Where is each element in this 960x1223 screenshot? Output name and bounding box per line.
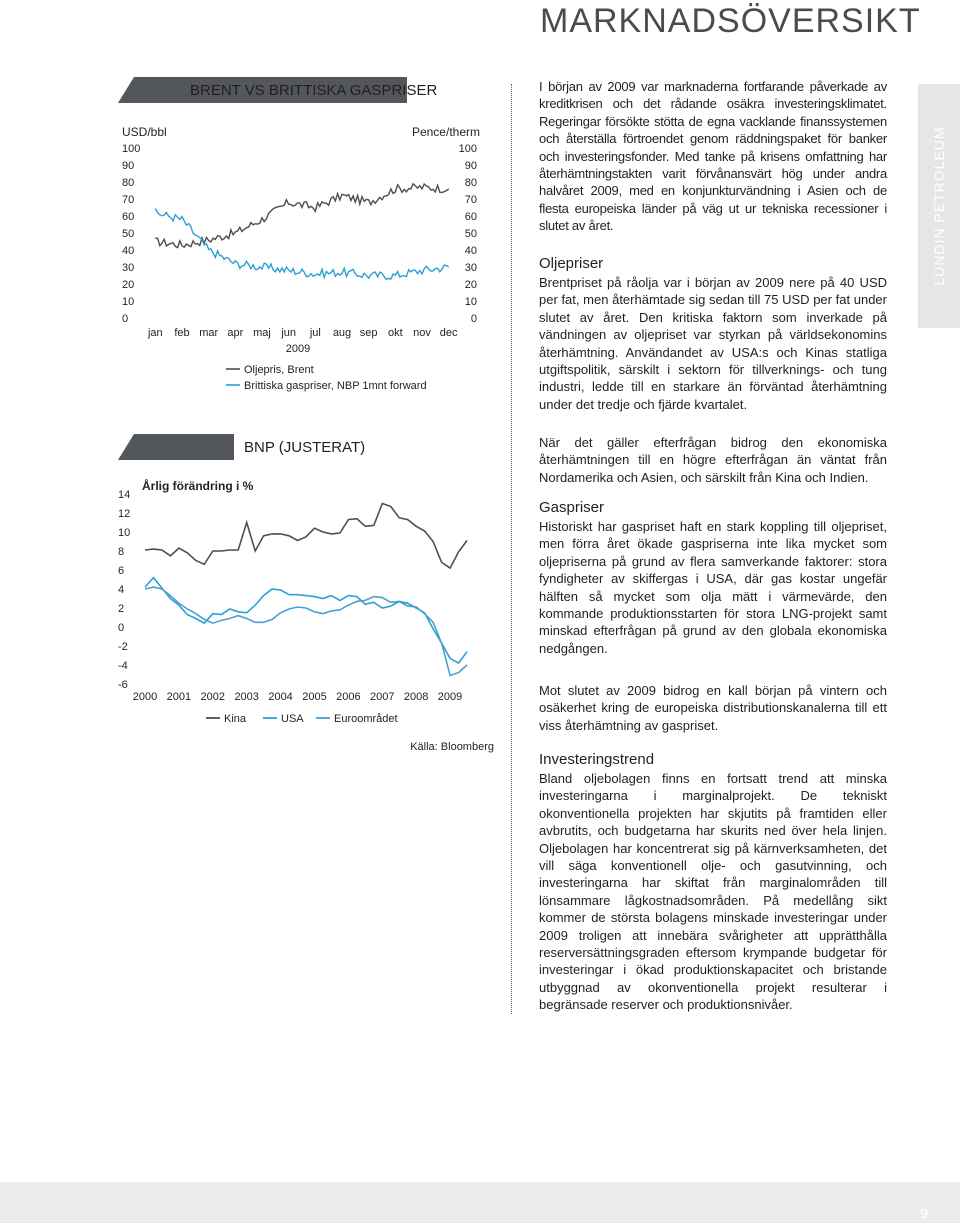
source-note: Källa: Bloomberg: [410, 741, 494, 753]
text-block-gas: [539, 498, 887, 657]
x-tick-label: 2004: [268, 691, 293, 703]
y-tick-right: 20: [464, 279, 477, 291]
x-axis-year: 2009: [285, 343, 311, 355]
heading-gas: Gaspriser: [539, 499, 605, 516]
paragraph-demand: När det gäller efterfrågan bidrog den ekonomiska återhämtningen till en högre efterfrågan än väntat från Nordamerika och Asien, och särskilt från Kina och Indien.: [539, 435, 887, 485]
x-tick-label: okt: [387, 327, 403, 339]
page-title: MARKNADSÖVERSIKT: [540, 2, 921, 40]
y-tick-right: 0: [470, 313, 477, 325]
x-tick-label: 2002: [200, 691, 226, 703]
paragraph-oil: Brentpriset på råolja var i början av 2009 nere på 40 USD per fat, men återhämtade sig sedan till 75 USD per fat under slutet av året. Den kritiska faktorn som inverkade på vändningen av oljepriset var styrkan på världsekonomins återhämtning. Användandet av USA:s och Kinas statliga utgiftspolitik, särskilt i sektorn för tillverknings- och tung industri, ledde till en starkare än förväntad återhämtning under det tredje och fjärde kvartalet.: [539, 275, 887, 412]
x-tick-label: jun: [281, 327, 297, 339]
y-tick-label: -2: [118, 641, 128, 653]
left-axis-unit: USD/bbl: [122, 125, 167, 139]
x-tick-label: apr: [227, 327, 244, 339]
paragraph-intro: I början av 2009 var marknaderna fortfarande påverkade av kreditkrisen och det rådande osäkra investeringsklimatet. Regeringar försökte stötta de egna vacklande finanssystemen och återställa förtroendet genom räddningspaket för banker och investeringsfonder. Med tanke på krisens omfattning har återhämtningstakten varit förvånansvärt hög under andra halvåret 2009, med en konjunkturvändning i Asien och de flesta europeiska länder på väg ut ur tekniska recessioner i slutet av året.: [539, 79, 887, 234]
x-tick-label: 2001: [166, 691, 192, 703]
y-tick-left: 60: [122, 211, 135, 223]
y-tick-left: 100: [122, 143, 141, 155]
chart1-title: BRENT VS BRITTISKA GASPRISER: [190, 82, 438, 99]
y-tick-left: 40: [122, 245, 135, 257]
y-tick-label: 6: [118, 565, 125, 577]
series-line-2: [145, 587, 467, 675]
x-tick-label: 2009: [437, 691, 463, 703]
heading-investment: Investeringstrend: [539, 751, 655, 768]
x-tick-label: aug: [332, 327, 352, 339]
y-axis-label: Årlig förändring i %: [142, 479, 254, 493]
charts-canvas: [0, 0, 512, 780]
y-tick-left: 30: [122, 262, 135, 274]
heading-oil: Oljepriser: [539, 255, 604, 272]
legend-label: Kina: [224, 713, 247, 725]
column-divider: [511, 84, 512, 1014]
gdp-chart: [118, 478, 494, 753]
text-block-winter: [539, 682, 887, 734]
legend-label: USA: [281, 713, 304, 725]
y-tick-left: 70: [122, 194, 135, 206]
y-tick-left: 80: [122, 177, 135, 189]
y-tick-left: 50: [122, 228, 135, 240]
series-line-gas: [155, 209, 448, 280]
text-block-oil: [539, 254, 887, 413]
y-tick-label: 8: [118, 546, 125, 558]
y-tick-label: 2: [118, 603, 125, 615]
sidebar-tab: [918, 84, 960, 328]
x-tick-label: 2000: [132, 691, 158, 703]
paragraph-winter: Mot slutet av 2009 bidrog en kall början på vintern och osäkerhet kring de europeiska distributionskanalerna till ett viss återhämtning av gaspriset.: [539, 683, 887, 733]
right-axis-unit: Pence/therm: [411, 125, 480, 139]
chart2-title: BNP (JUSTERAT): [244, 439, 366, 456]
y-tick-right: 30: [464, 262, 477, 274]
x-tick-label: mar: [199, 327, 219, 339]
sidebar-label: LUNDIN PETROLEUM: [931, 126, 947, 286]
x-tick-label: 2007: [370, 691, 395, 703]
x-tick-label: dec: [439, 327, 458, 339]
x-tick-label: sep: [359, 327, 378, 339]
paragraph-gas: Historiskt har gaspriset haft en stark koppling till oljepriset, men förra året ökade gaspriserna inte lika mycket som oljepriserna på grund av flera samverkande faktorer: stora fyndigheter av skiffergas i USA, där gas kostar ungefär hälften så mycket som olja mätt i värmevärde, den kommande produktionsstarten för stora LNG-projekt samt minskad efterfrågan på grund av den globala ekonomiska nedgången.: [539, 519, 887, 656]
x-tick-label: maj: [253, 327, 271, 339]
y-tick-label: 12: [118, 508, 131, 520]
y-tick-right: 90: [464, 160, 477, 172]
y-tick-right: 50: [464, 228, 477, 240]
x-tick-label: jul: [309, 327, 321, 339]
legend-label: Oljepris, Brent: [244, 364, 314, 376]
y-tick-left: 0: [122, 313, 129, 325]
x-tick-label: jan: [147, 327, 163, 339]
y-tick-left: 90: [122, 160, 135, 172]
brent-vs-gas-chart: [122, 125, 480, 392]
y-tick-label: -6: [118, 679, 128, 691]
x-tick-label: 2006: [336, 691, 361, 703]
page-number: 9: [920, 1205, 928, 1221]
y-tick-label: -4: [118, 660, 128, 672]
y-tick-label: 4: [118, 584, 125, 596]
y-tick-label: 10: [118, 527, 131, 539]
x-tick-label: feb: [174, 327, 190, 339]
text-block-intro: [539, 78, 887, 235]
text-block-investment: [539, 750, 887, 1014]
series-line-0: [145, 504, 467, 569]
y-tick-label: 0: [118, 622, 125, 634]
y-tick-left: 10: [122, 296, 135, 308]
x-tick-label: 2003: [234, 691, 259, 703]
y-tick-label: 14: [118, 489, 131, 501]
paragraph-investment: Bland oljebolagen finns en fortsatt trend att minska investeringarna i marginalprojekt. De tekniskt okonventionella projekten har skjutits på framtiden eller avbrutits, och budgetarna har skurits ned över hela linjen. Oljebolagen har koncentrerat sig på kärnverksamheten, det vill säga konventionell olje- och gasutvinning, och investeringarna har skiftat från marginalområden till lönsammare lågkostnadsområden. På medellång sikt kommer de största bolagens minskade investeringar under 2009 troligen att innebära svårigheter att upprätthålla reserversättningsgraden eftersom krympande budgetar för investeringar i ökad produktionskapacitet och bristande utbyggnad av okonventionella projekt resulterar i begränsade reserver och produktionsnivåer.: [539, 771, 887, 1013]
y-tick-right: 70: [464, 194, 477, 206]
x-tick-label: nov: [413, 327, 431, 339]
y-tick-right: 80: [464, 177, 477, 189]
legend-label: Brittiska gaspriser, NBP 1mnt forward: [244, 380, 427, 392]
footer-bar: [0, 1182, 960, 1223]
y-tick-right: 100: [458, 143, 477, 155]
x-tick-label: 2005: [302, 691, 327, 703]
text-block-demand: [539, 434, 887, 486]
y-tick-right: 40: [464, 245, 477, 257]
y-tick-left: 20: [122, 279, 135, 291]
series-line-1: [145, 578, 467, 664]
y-tick-right: 60: [464, 211, 477, 223]
x-tick-label: 2008: [403, 691, 429, 703]
y-tick-right: 10: [464, 296, 477, 308]
legend-label: Euroområdet: [334, 713, 398, 725]
